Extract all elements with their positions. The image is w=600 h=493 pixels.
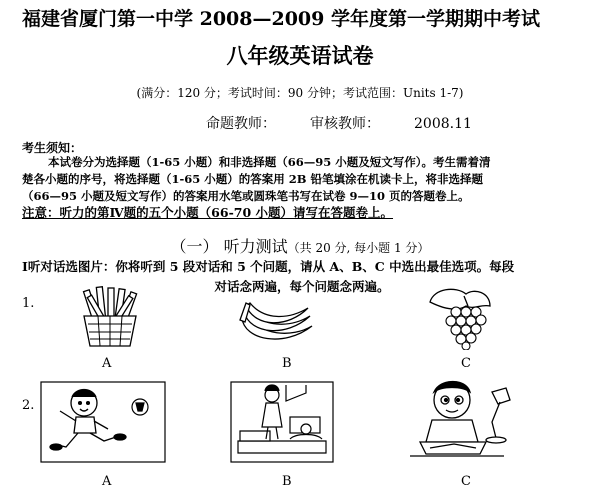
school-exam-title: 福建省厦门第一中学 2008—2009 学年度第一学期期中考试 bbox=[22, 8, 540, 30]
teacher-line bbox=[206, 113, 472, 133]
notes-line-1: 本试卷分为选择题（1-65 小题）和非选择题（66—95 小题及短文写作）。考生需着清 bbox=[48, 155, 491, 169]
section-score: （共 20 分, 每小题 1 分） bbox=[287, 241, 430, 255]
boy-at-desk-icon bbox=[400, 378, 512, 466]
option-label: B bbox=[282, 356, 292, 371]
reviewer-label: 审核教师： bbox=[310, 116, 380, 132]
french-fries-icon bbox=[74, 286, 146, 348]
grapes-icon bbox=[416, 284, 502, 350]
exam-info: (满分：120 分；考试时间：90 分钟；考试范围：Units 1-7) bbox=[136, 86, 464, 100]
option-label: C bbox=[461, 474, 471, 489]
option-label: A bbox=[102, 356, 112, 371]
exam-date: 2008.11 bbox=[414, 116, 472, 132]
notes-body bbox=[22, 154, 582, 205]
question-number: 2. bbox=[22, 398, 35, 413]
setter-label: 命题教师： bbox=[206, 116, 276, 132]
section-heading bbox=[0, 234, 600, 257]
notice-line: 注意：听力的第Ⅳ题的五个小题（66-70 小题）请写在答题卷上。 bbox=[22, 205, 394, 220]
bananas-icon bbox=[236, 300, 318, 348]
option-label: C bbox=[461, 356, 471, 371]
girl-in-bedroom-icon bbox=[230, 381, 334, 463]
notes-line-3: （66—95 小题及短文写作）的答案用水笔或圆珠笔书写在试卷 9—10 页的答题卷上。 bbox=[22, 189, 470, 203]
notes-heading: 考生须知： bbox=[22, 141, 83, 155]
notes-line-2: 楚各小题的序号，将选择题（1-65 小题）的答案用 2B 铅笔填涂在机读卡上，将非选择题 bbox=[22, 172, 484, 186]
instruction-line-2: 对话念两遍，每个问题念两遍。 bbox=[214, 279, 390, 294]
question-number: 1. bbox=[22, 296, 35, 311]
option-label: B bbox=[282, 474, 292, 489]
instruction-line-1: Ⅰ听对话选图片：你将听到 5 段对话和 5 个问题，请从 A、B、C 中选出最佳选项。每段 bbox=[22, 259, 515, 274]
option-label: A bbox=[102, 474, 112, 489]
paper-title: 八年级英语试卷 bbox=[226, 43, 374, 68]
boy-kicking-ball-icon bbox=[40, 381, 166, 463]
section-title: （一） 听力测试 bbox=[170, 237, 288, 256]
